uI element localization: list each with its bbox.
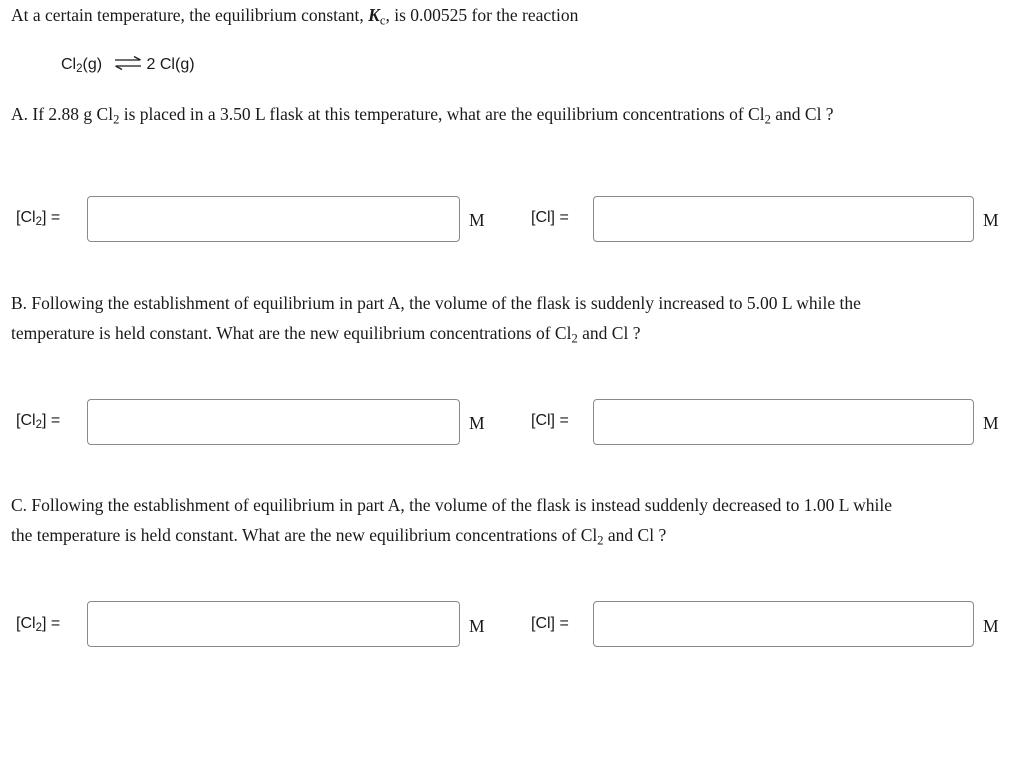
- part-c-cl-label: [Cl] =: [531, 615, 569, 632]
- product: 2 Cl(g): [146, 56, 195, 73]
- part-a-cl2-label: $[Cl_2]$ =: [16, 209, 61, 229]
- part-c-cl-input[interactable]: [593, 601, 974, 647]
- part-b-cl2-input[interactable]: [87, 399, 460, 445]
- part-b-cl-label: [Cl] =: [531, 412, 569, 429]
- part-c-cl2-label: $[Cl_2]$ =: [16, 615, 61, 635]
- part-c-cl2-unit: M: [469, 616, 485, 636]
- part-a-cl-unit: M: [983, 210, 999, 230]
- part-a-cl2-unit: M: [469, 210, 485, 230]
- intro-text: [11, 5, 578, 26]
- part-b-cl-unit: M: [983, 413, 999, 433]
- reactant-subscript: 2: [76, 63, 83, 76]
- kc-symbol: $K_c$: [368, 5, 386, 28]
- reaction-equation: [61, 56, 195, 74]
- part-a-cl-label: [Cl] =: [531, 209, 569, 226]
- part-b-cl2-unit: M: [469, 413, 485, 433]
- intro-text-before: At a certain temperature, the equilibrium constant,: [11, 5, 364, 25]
- part-b-cl-input[interactable]: [593, 399, 974, 445]
- reactant: Cl: [61, 56, 77, 73]
- part-b-question: B. Following the establishment of equilibrium in part A, the volume of the flask is suddenly increased to 5.00 L while the temperature is held constant. What are the new equilibrium concentrations of $Cl_2$ and Cl ?: [11, 293, 861, 346]
- reactant-state: (g): [82, 56, 103, 73]
- equilibrium-arrow-icon: [113, 56, 143, 70]
- part-c-cl2-input[interactable]: [87, 601, 460, 647]
- part-c-question: C. Following the establishment of equilibrium in part A, the volume of the flask is instead suddenly decreased to 1.00 L while the temperature is held constant. What are the new equilibrium concentrations of $Cl_2$ and Cl ?: [11, 495, 892, 548]
- part-a-question: A. If 2.88 g $Cl_2$ is placed in a 3.50 L flask at this temperature, what are the equilibrium concentrations of $Cl_2$ and Cl ?: [11, 104, 834, 127]
- part-a-cl-input[interactable]: [593, 196, 974, 242]
- part-b-cl2-label: $[Cl_2]$ =: [16, 412, 61, 432]
- intro-text-after: , is 0.00525 for the reaction: [385, 5, 579, 25]
- part-c-cl-unit: M: [983, 616, 999, 636]
- part-a-cl2-input[interactable]: [87, 196, 460, 242]
